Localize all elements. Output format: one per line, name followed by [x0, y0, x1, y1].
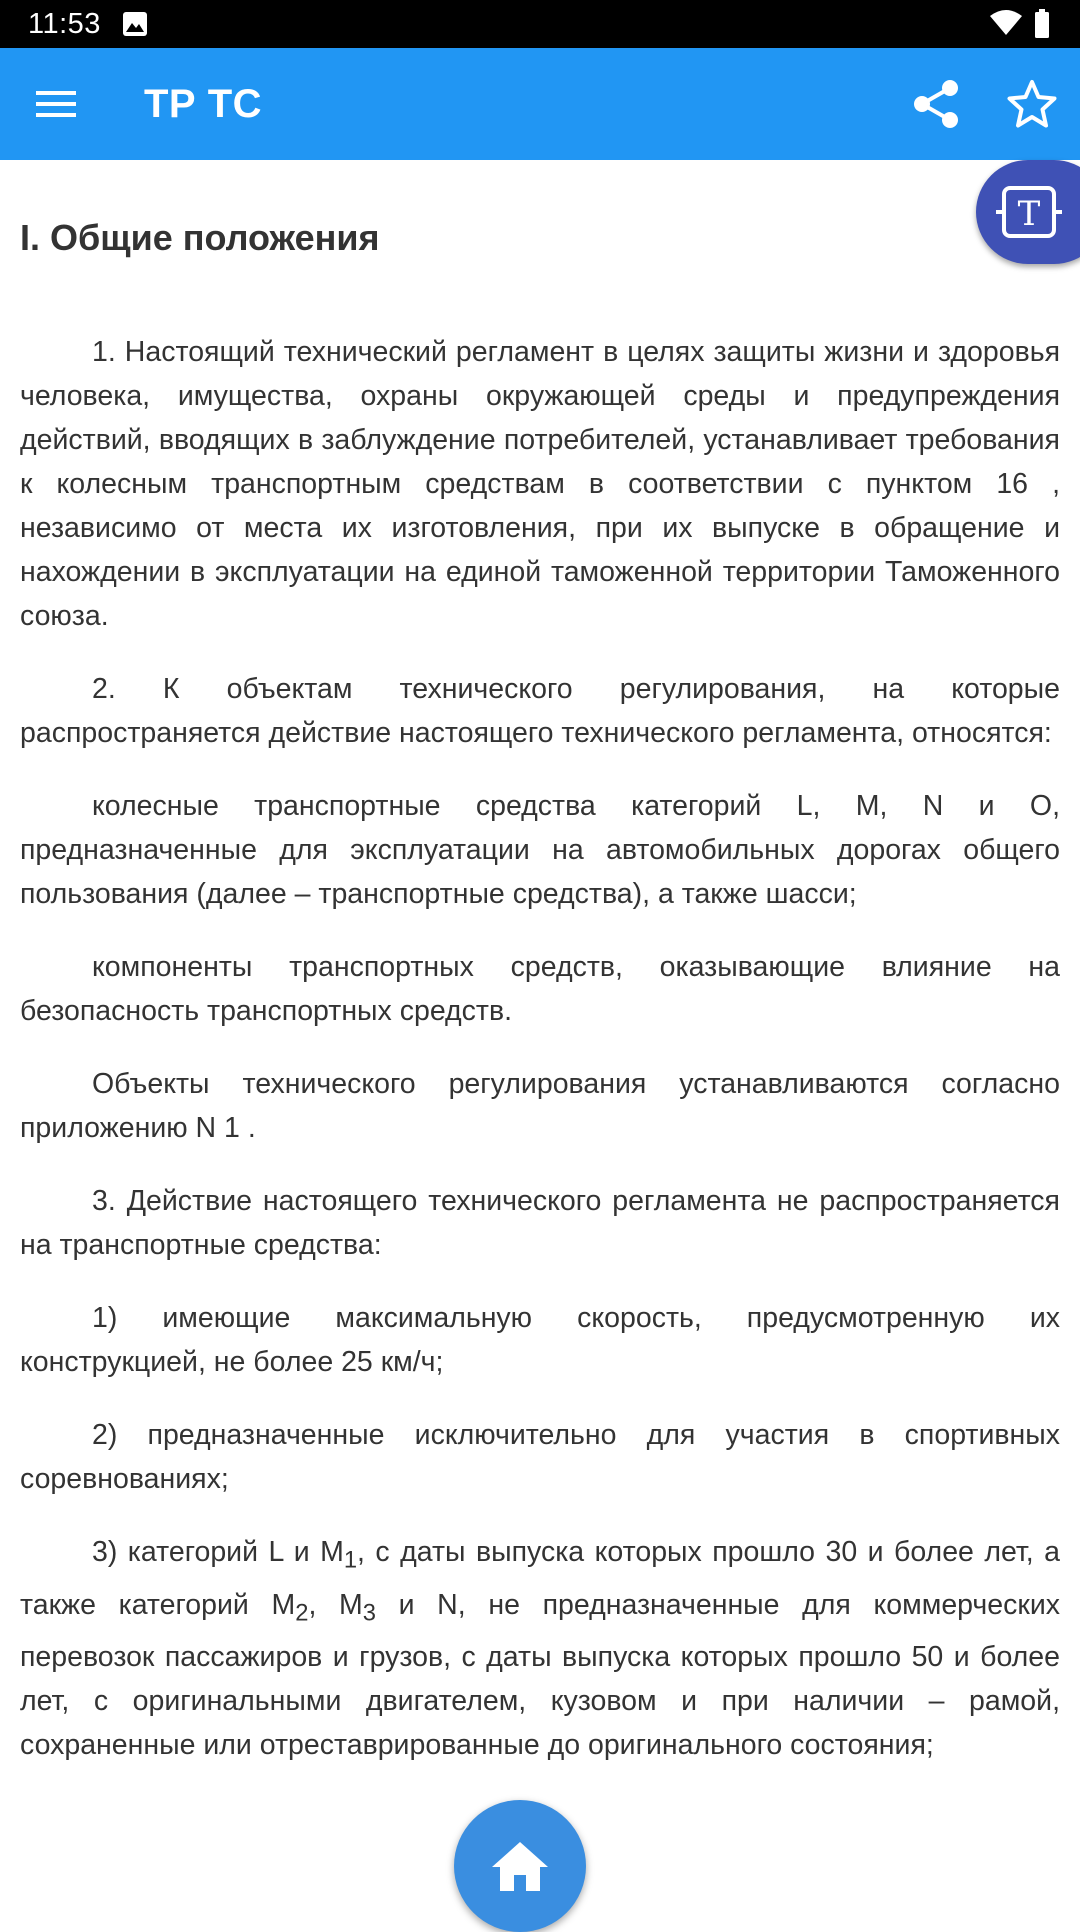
battery-icon: [1034, 9, 1050, 44]
document-content: [20, 206, 1060, 1796]
subscript: 1: [343, 1546, 358, 1574]
paragraph: 1. Настоящий технический регламент в целях защиты жизни и здоровья человека, имущества, охраны окружающей среды и предупреждения действий, вводящих в заблуждение потребителей, устанавливает требования к колесным транспортным средствам в соответствии с пунктом 16 , независимо от места их изготовления, при их выпуске в обращение и нахождении в эксплуатации на единой таможенной территории Таможенного союза.: [20, 336, 1060, 632]
paragraph: Объекты технического регулирования устанавливаются согласно приложению N 1 .: [20, 1068, 1060, 1144]
text-run: 3) категорий L и M: [92, 1536, 344, 1568]
paragraph: компоненты транспортных средств, оказывающие влияние на безопасность транспортных средств.: [20, 951, 1060, 1027]
home-button[interactable]: [454, 1800, 586, 1932]
app-title: ТР ТС: [144, 82, 263, 126]
status-time: 11:53: [28, 8, 101, 40]
star-outline-icon[interactable]: [1004, 76, 1060, 132]
hamburger-menu-icon[interactable]: [28, 76, 84, 132]
paragraph: 3. Действие настоящего технического регламента не распространяется на транспортные средства:: [20, 1185, 1060, 1261]
paragraph: колесные транспортные средства категорий L, M, N и O, предназначенные для эксплуатации на автомобильных дорогах общего пользования (далее – транспортные средства), а также шасси;: [20, 790, 1060, 910]
wifi-icon: [990, 10, 1022, 41]
paragraph-with-subscripts: [20, 1530, 1060, 1767]
home-icon: [490, 1839, 550, 1893]
svg-text:T: T: [1017, 194, 1041, 234]
text-run: и N, не предназначенные для коммерческих перевозок пассажиров и грузов, с даты выпуска которых прошло 50 и более лет, с оригинальными двигателем, кузовом и при наличии – рамой, сохраненные или отреставрированные до оригинального состояния;: [20, 1588, 1060, 1762]
share-icon[interactable]: [908, 76, 964, 132]
subscript: 2: [295, 1599, 309, 1627]
section-heading: I. Общие положения: [20, 217, 380, 258]
paragraph: 2. К объектам технического регулирования, на которые распространяется действие настоящего технического регламента, относятся:: [20, 673, 1060, 749]
paragraph: 2) предназначенные исключительно для участия в спортивных соревнованиях;: [20, 1419, 1060, 1495]
text-run: , M: [308, 1588, 363, 1621]
paragraph: 1) имеющие максимальную скорость, предусмотренную их конструкцией, не более 25 км/ч;: [20, 1302, 1060, 1378]
subscript: 3: [362, 1599, 376, 1627]
app-bar: [0, 48, 1080, 160]
text-run: , с даты выпуска которых прошло 30 и более лет, а также категорий M: [20, 1536, 1060, 1621]
image-notification-icon: [122, 11, 148, 42]
status-bar: [0, 0, 1080, 48]
